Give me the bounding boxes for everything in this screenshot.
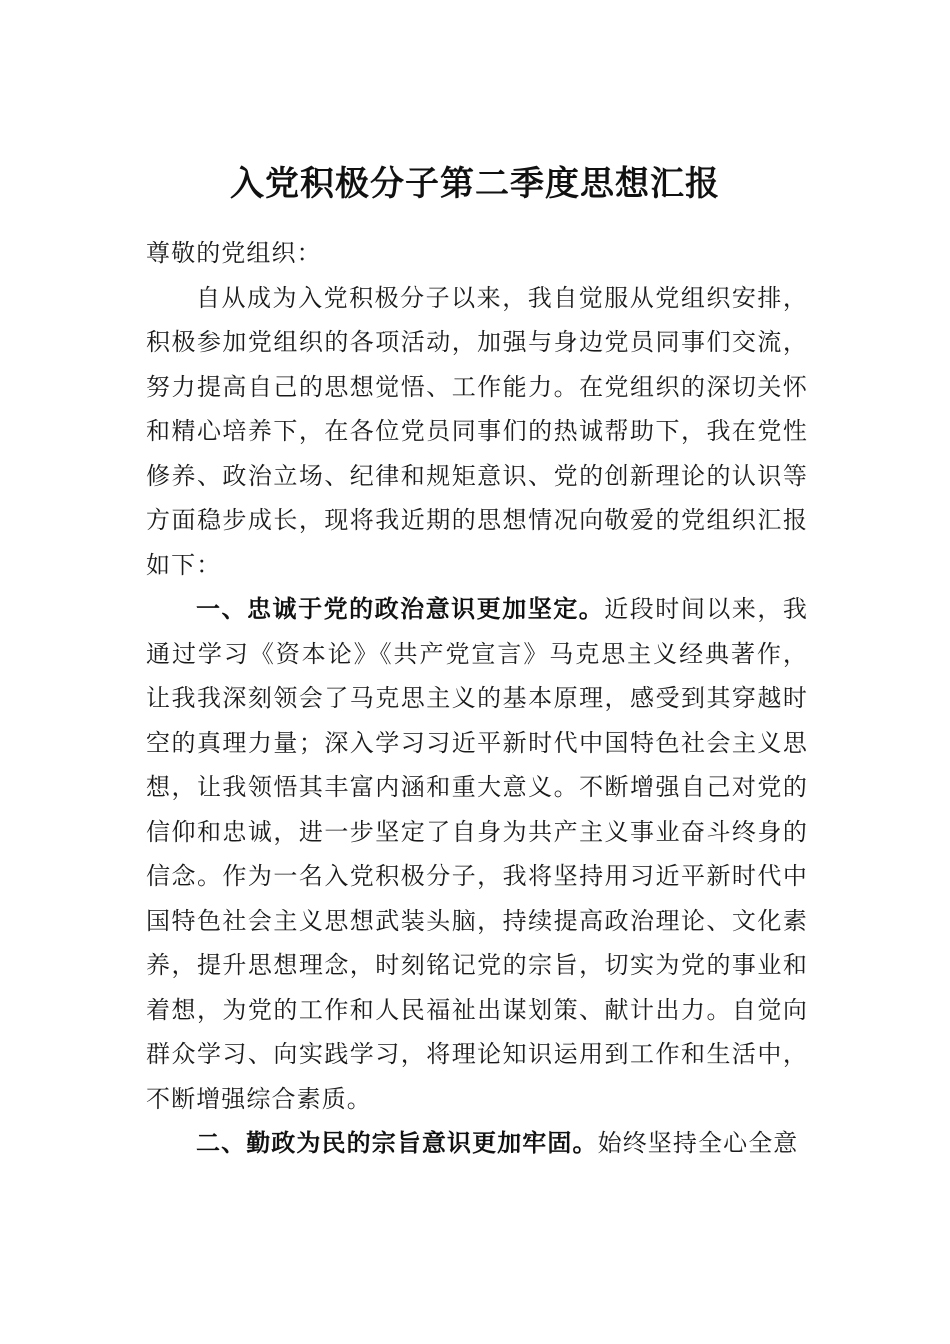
section-paragraph-1 xyxy=(146,587,808,1121)
section-text-2: 始终坚持全心全意 xyxy=(597,1129,799,1157)
section-text-1: 近段时间以来，我通过学习《资本论》《共产党宣言》马克思主义经典著作，让我我深刻领会了马克思主义的基本原理，感受到其穿越时空的真理力量；深入学习习近平新时代中国特色社会主义思想，让我领悟其丰富内涵和重大意义。不断增强自己对党的信仰和忠诚，进一步坚定了自身为共产主义事业奋斗终身的信念。作为一名入党积极分子，我将坚持用习近平新时代中国特色社会主义思想武装头脑，持续提高政治理论、文化素养，提升思想理念，时刻铭记党的宗旨，切实为党的事业和着想，为党的工作和人民福祉出谋划策、献计出力。自觉向群众学习、向实践学习，将理论知识运用到工作和生活中，不断增强综合素质。 xyxy=(146,595,808,1113)
document-body xyxy=(146,231,808,1166)
section-heading-2: 二、勤政为民的宗旨意识更加牢固。 xyxy=(196,1129,598,1157)
section-heading-1: 一、忠诚于党的政治意识更加坚定。 xyxy=(196,595,605,623)
section-paragraph-2 xyxy=(146,1121,808,1166)
document-title: 入党积极分子第二季度思想汇报 xyxy=(230,164,720,204)
intro-paragraph: 自从成为入党积极分子以来，我自觉服从党组织安排，积极参加党组织的各项活动，加强与身边党员同事们交流，努力提高自己的思想觉悟、工作能力。在党组织的深切关怀和精心培养下，在各位党员同事们的热诚帮助下，我在党性修养、政治立场、纪律和规矩意识、党的创新理论的认识等方面稳步成长，现将我近期的思想情况向敬爱的党组织汇报如下： xyxy=(146,283,808,579)
salutation: 尊敬的党组织： xyxy=(146,239,322,267)
